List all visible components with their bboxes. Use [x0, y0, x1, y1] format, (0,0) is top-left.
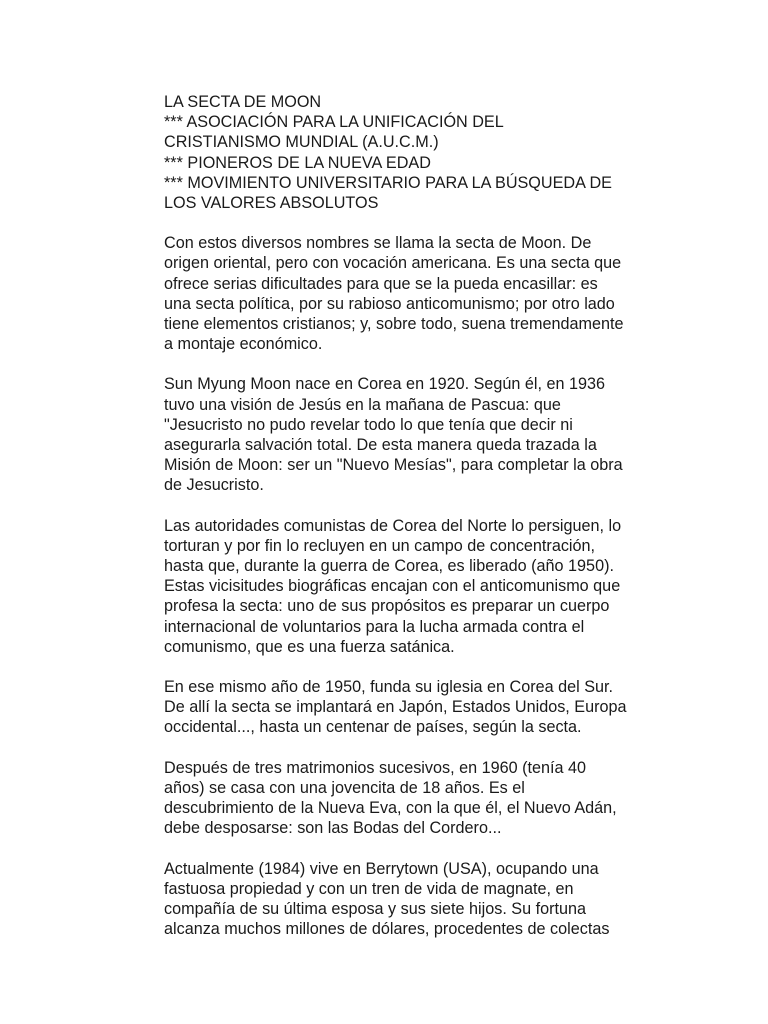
paragraph-line: años) se casa con una jovencita de 18 años. Es el [164, 778, 525, 797]
paragraph-line: Actualmente (1984) vive en Berrytown (USA), ocupando una [164, 859, 599, 878]
paragraph-line: hasta que, durante la guerra de Corea, es liberado (año 1950). [164, 557, 614, 576]
paragraph-line: torturan y por fin lo recluyen en un campo de concentración, [164, 536, 596, 555]
paragraph-line: asegurarla salvación total. De esta manera queda trazada la [164, 436, 597, 455]
heading-alias-2: *** PIONEROS DE LA NUEVA EDAD [164, 153, 431, 172]
paragraph-line: origen oriental, pero con vocación americana. Es una secta que [164, 254, 622, 273]
paragraph-line: occidental..., hasta un centenar de países, según la secta. [164, 718, 582, 737]
paragraph-line: profesa la secta: uno de sus propósitos es preparar un cuerpo [164, 597, 610, 616]
paragraph-line: una secta política, por su rabioso anticomunismo; por otro lado [164, 294, 615, 313]
paragraph-foundation [164, 677, 664, 738]
heading-alias-1: *** ASOCIACIÓN PARA LA UNIFICACIÓN DEL [164, 113, 504, 132]
paragraph-line: Estas vicisitudes biográficas encajan con el anticomunismo que [164, 577, 621, 596]
paragraph-line: internacional de voluntarios para la lucha armada contra el [164, 617, 585, 636]
paragraph-line: ofrece serias dificultades para que se la pueda encasillar: es [164, 274, 598, 293]
paragraph-line: Sun Myung Moon nace en Corea en 1920. Según él, en 1936 [164, 375, 605, 394]
paragraph-line: comunismo, que es una fuerza satánica. [164, 637, 455, 656]
paragraph-line: debe desposarse: son las Bodas del Cordero... [164, 819, 502, 838]
paragraph-line: tuvo una visión de Jesús en la mañana de Pascua: que [164, 395, 561, 414]
heading-alias-3: *** MOVIMIENTO UNIVERSITARIO PARA LA BÚSQUEDA DE [164, 173, 612, 192]
paragraph-line: alcanza muchos millones de dólares, procedentes de colectas [164, 920, 610, 939]
paragraph-line: compañía de su última esposa y sus siete hijos. Su fortuna [164, 899, 587, 918]
heading-title: LA SECTA DE MOON [164, 93, 322, 111]
paragraph-persecution [164, 516, 664, 657]
paragraph-line: Misión de Moon: ser un "Nuevo Mesías", para completar la obra [164, 456, 623, 475]
paragraph-line: De allí la secta se implantará en Japón, Estados Unidos, Europa [164, 698, 627, 717]
paragraph-origin [164, 374, 664, 495]
paragraph-line: a montaje económico. [164, 335, 323, 354]
document-text [164, 92, 664, 959]
paragraph-line: En ese mismo año de 1950, funda su iglesia en Corea del Sur. [164, 678, 614, 697]
paragraph-line: "Jesucristo no pudo revelar todo lo que tenía que decir ni [164, 415, 573, 434]
paragraph-line: Con estos diversos nombres se llama la secta de Moon. De [164, 234, 592, 253]
paragraph-line: de Jesucristo. [164, 476, 264, 495]
paragraph-intro [164, 233, 664, 354]
paragraph-line: tiene elementos cristianos; y, sobre todo, suena tremendamente [164, 315, 624, 334]
paragraph-line: descubrimiento de la Nueva Eva, con la que él, el Nuevo Adán, [164, 799, 617, 818]
paragraph-marriage [164, 758, 664, 839]
heading-alias-1-cont: CRISTIANISMO MUNDIAL (A.U.C.M.) [164, 133, 439, 152]
paragraph-current [164, 859, 664, 940]
paragraph-line: fastuosa propiedad y con un tren de vida de magnate, en [164, 879, 574, 898]
paragraph-line: Las autoridades comunistas de Corea del Norte lo persiguen, lo [164, 516, 622, 535]
paragraph-line: Después de tres matrimonios sucesivos, en 1960 (tenía 40 [164, 758, 586, 777]
document-heading [164, 92, 664, 213]
heading-alias-3-cont: LOS VALORES ABSOLUTOS [164, 194, 379, 213]
